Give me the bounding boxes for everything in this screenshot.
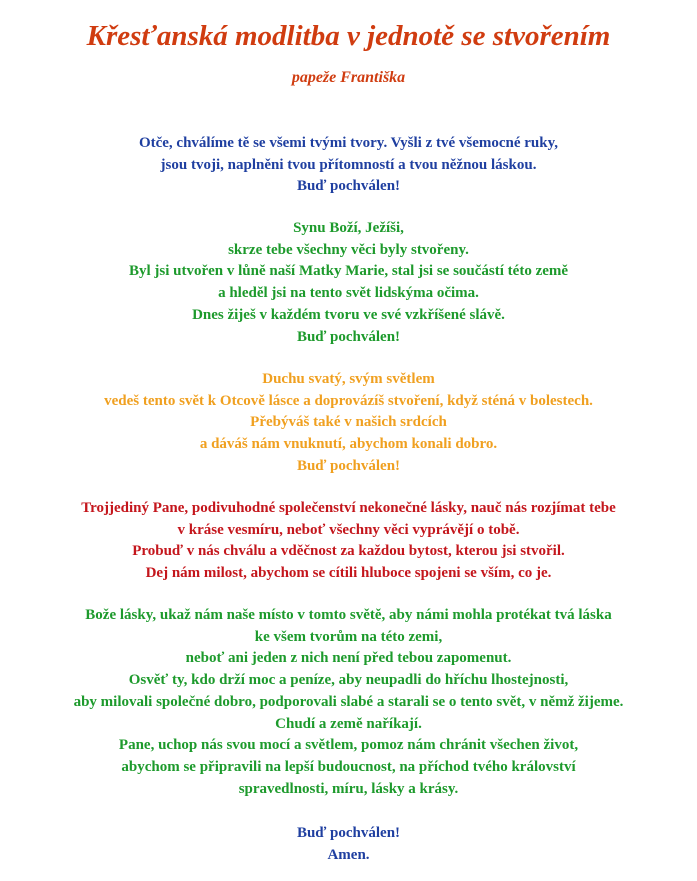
- stanza-father: [0, 133, 697, 198]
- page-title: Křesťanská modlitba v jednotě se stvořením: [86, 20, 611, 52]
- prayer-line: a hleděl jsi na tento svět lidskýma očima.: [218, 285, 479, 302]
- page-subtitle: papeže Františka: [291, 69, 406, 86]
- prayer-line: Otče, chválíme tě se všemi tvými tvory. Vyšli z tvé všemocné ruky,: [138, 135, 559, 151]
- prayer-line: Osvěť ty, kdo drží moc a peníze, aby neupadli do hříchu lhostejnosti,: [128, 672, 569, 689]
- prayer-line: ke všem tvorům na této zemi,: [254, 628, 443, 645]
- prayer-line: aby milovali společné dobro, podporovali slabé a starali se o tento svět, v němž žijeme.: [73, 693, 624, 710]
- prayer-line: Pane, uchop nás svou mocí a světlem, pomoz nám chránit všechen život,: [118, 737, 579, 754]
- prayer-line: a dáváš nám vnuknutí, abychom konali dobro.: [199, 436, 498, 453]
- prayer-line: v kráse vesmíru, neboť všechny věci vyprávějí o tobě.: [177, 521, 520, 538]
- stanza-trinity: [0, 498, 697, 585]
- prayer-line: Trojjediný Pane, podivuhodné společenství nekonečné lásky, nauč nás rozjímat tebe: [81, 500, 616, 516]
- prayer-line: Chudí a země naříkají.: [275, 715, 422, 732]
- prayer-line: vedeš tento svět k Otcově lásce a doprovázíš stvoření, když sténá v bolestech.: [104, 392, 593, 409]
- prayer-line: neboť ani jeden z nich není před tebou zapomenut.: [185, 650, 512, 667]
- prayer-line: Buď pochválen!: [296, 178, 401, 195]
- prayer-line: Dnes žiješ v každém tvoru ve své vzkříšené slávě.: [192, 306, 505, 323]
- prayer-line: Buď pochválen!: [296, 825, 401, 841]
- prayer-line: Dej nám milost, abychom se cítili hluboce spojeni se vším, co je.: [145, 565, 552, 582]
- prayer-line: Bože lásky, ukaž nám naše místo v tomto světě, aby námi mohla protékat tvá láska: [85, 607, 612, 623]
- prayer-line: jsou tvoji, naplněni tvou přítomností a tvou něžnou láskou.: [160, 156, 537, 173]
- prayer-line: Amen.: [327, 846, 370, 863]
- prayer-line: Buď pochválen!: [296, 457, 401, 474]
- stanza-god-of-love: [0, 605, 697, 800]
- prayer-line: Přebýváš také v našich srdcích: [250, 414, 447, 431]
- prayer-line: skrze tebe všechny věci byly stvořeny.: [228, 241, 469, 258]
- prayer-line: abychom se připravili na lepší budoucnost, na příchod tvého království: [121, 758, 576, 775]
- stanza-son: [0, 218, 697, 348]
- stanza-holy-spirit: [0, 369, 697, 478]
- stanza-closing: [0, 823, 697, 866]
- prayer-line: Synu Boží, Ježíši,: [293, 220, 404, 236]
- prayer-line: Buď pochválen!: [296, 328, 401, 345]
- prayer-line: Duchu svatý, svým světlem: [262, 371, 435, 387]
- prayer-line: Probuď v nás chválu a vděčnost za každou bytost, kterou jsi stvořil.: [132, 543, 565, 560]
- prayer-line: Byl jsi utvořen v lůně naší Matky Marie, stal jsi se součástí této země: [128, 263, 569, 280]
- prayer-line: spravedlnosti, míru, lásky a krásy.: [238, 780, 459, 797]
